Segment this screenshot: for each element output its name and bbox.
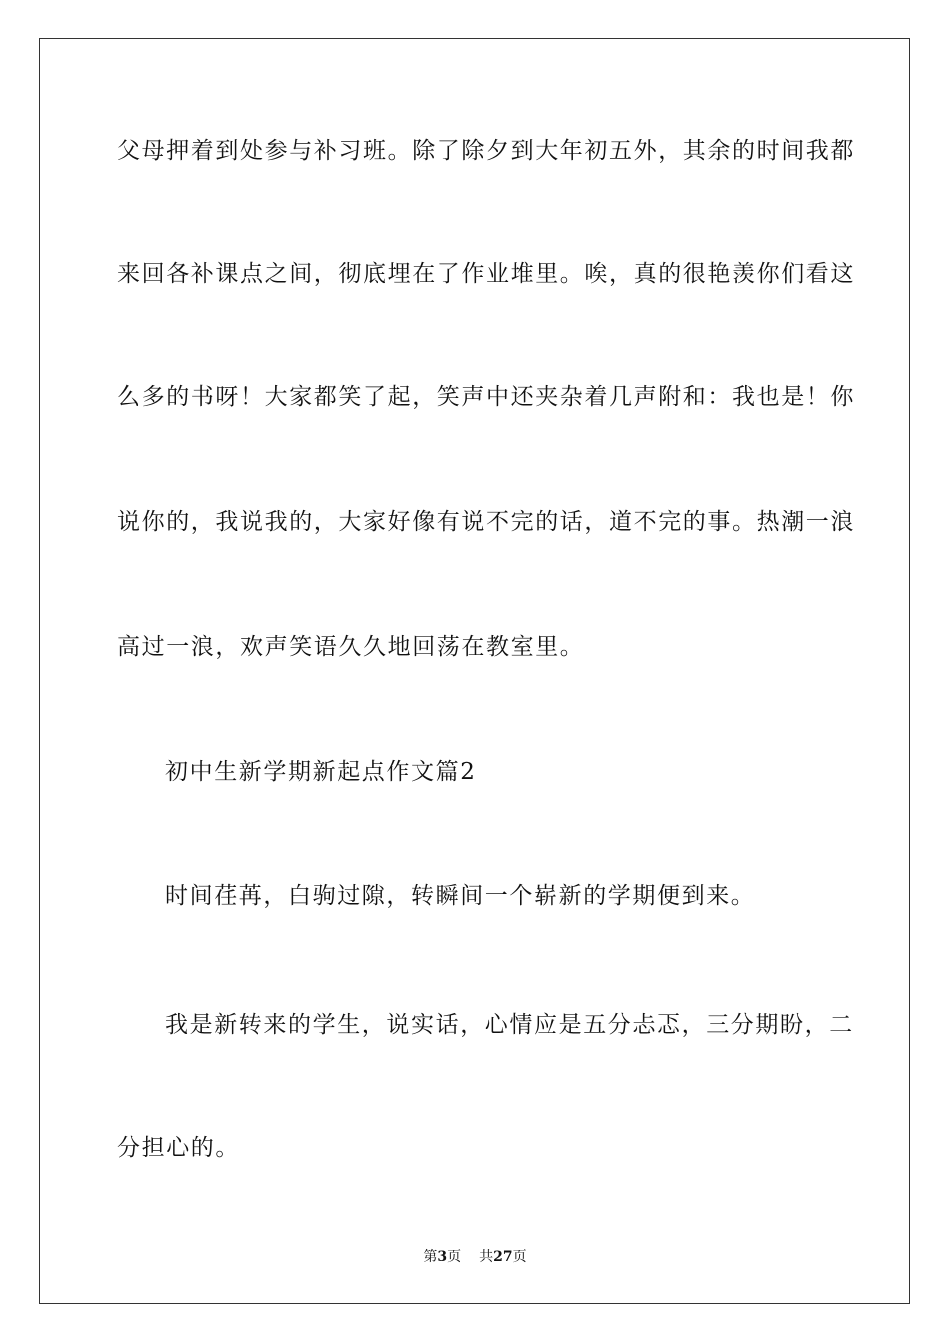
total-pages: 27 — [493, 1249, 513, 1265]
page-number: 3 — [437, 1249, 448, 1265]
page-border — [39, 38, 910, 1304]
body-line-1: 父母押着到处参与补习班。除了除夕到大年初五外，其余的时间我都 — [117, 138, 855, 164]
body-line-2: 来回各补课点之间，彻底埋在了作业堆里。唉，真的很艳羡你们看这 — [117, 261, 855, 287]
page-suffix: 页 — [447, 1249, 462, 1265]
paragraph-3-line-2: 分担心的。 — [117, 1135, 240, 1161]
body-line-3: 么多的书呀！大家都笑了起，笑声中还夹杂着几声附和：我也是！你 — [117, 384, 855, 410]
body-line-4: 说你的，我说我的，大家好像有说不完的话，道不完的事。热潮一浪 — [117, 509, 855, 535]
paragraph-3-line-1: 我是新转来的学生，说实话，心情应是五分忐忑，三分期盼，二 — [165, 1012, 854, 1038]
page-footer — [0, 1246, 950, 1266]
page-prefix: 第 — [423, 1249, 438, 1265]
body-line-5: 高过一浪，欢声笑语久久地回荡在教室里。 — [117, 634, 585, 660]
total-prefix: 共 — [479, 1249, 494, 1265]
paragraph-2: 时间荏苒，白驹过隙，转瞬间一个崭新的学期便到来。 — [165, 883, 756, 909]
section-title: 初中生新学期新起点作文篇2 — [165, 759, 477, 785]
total-suffix: 页 — [512, 1249, 527, 1265]
